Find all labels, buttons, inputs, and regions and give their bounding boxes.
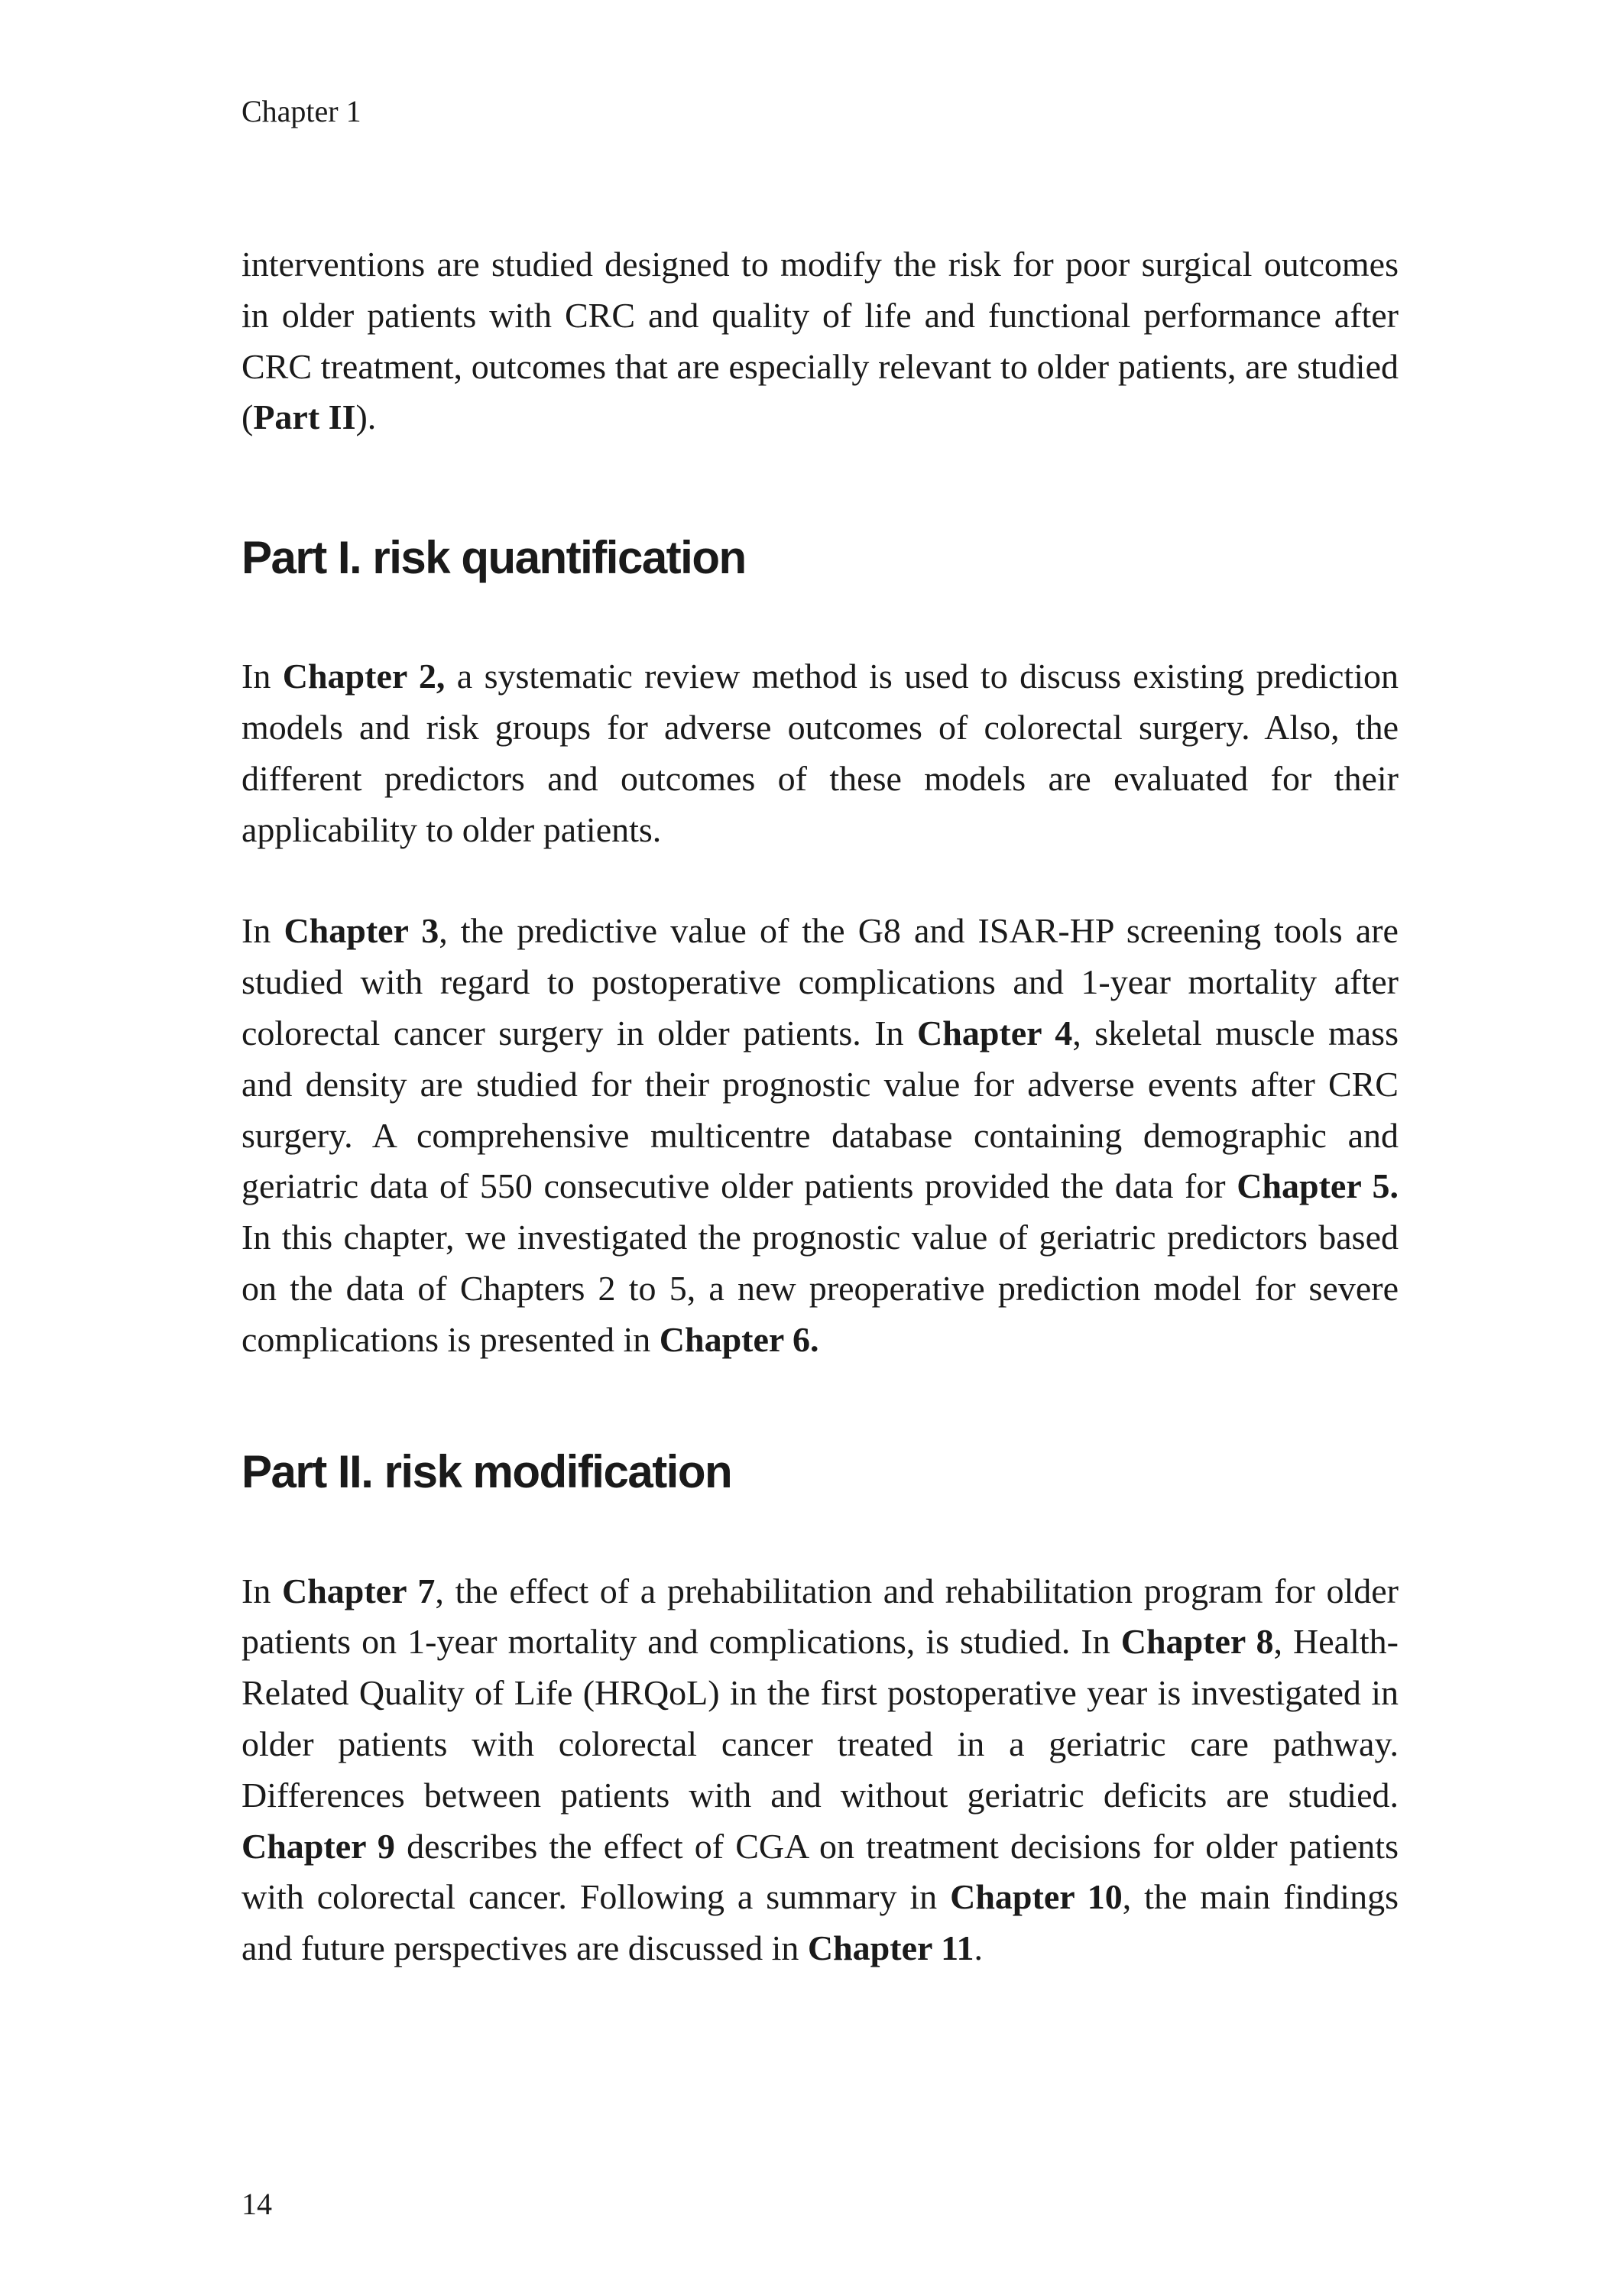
chapter-reference: Chapter 9: [241, 1826, 395, 1866]
text-run: In: [241, 657, 283, 696]
part-2-paragraph-1: [241, 1566, 1399, 1974]
chapter-reference: Chapter 7: [281, 1571, 436, 1610]
text-run: In: [241, 1571, 282, 1610]
chapter-reference: Chapter 4: [917, 1013, 1073, 1052]
text-run: In: [241, 911, 284, 951]
part-1-heading: Part I. risk quantification: [241, 532, 746, 584]
chapter-reference: Chapter 3: [284, 911, 439, 951]
part-1-paragraph-2: [241, 906, 1399, 1365]
text-run: describes the effect of CGA on treatment decisions for older patients with colorectal cancer. Following a summary in: [241, 1826, 1399, 1917]
text-run: interventions are studied designed to modify the risk for poor surgical outcomes in older patients with CRC and quality of life and functional performance after CRC treatment, outcomes that are especially relevant to older patients, are studied (: [241, 245, 1399, 437]
page-number: 14: [241, 2187, 272, 2221]
text-run: .: [974, 1928, 984, 1968]
chapter-reference: Chapter 5.: [1237, 1166, 1399, 1206]
chapter-reference: Chapter 2,: [282, 657, 446, 696]
text-run: , skeletal muscle mass and density are studied for their prognostic value for adverse events after CRC surgery. A comprehensive multicentre database containing demographic and geriatric data of 550 consecutive older patients provided the data for: [241, 1013, 1399, 1206]
intro-paragraph: [241, 239, 1399, 443]
part-1-paragraph-1: [241, 651, 1399, 855]
text-run: , the predictive value of the G8 and ISAR-HP screening tools are studied with regard to postoperative complications and 1-year mortality after colorectal cancer surgery in older patients. In: [241, 911, 1399, 1052]
chapter-reference: Part II: [253, 397, 356, 437]
text-run: , the effect of a prehabilitation and rehabilitation program for older patients on 1-year mortality and complications, is studied. In: [241, 1571, 1399, 1662]
text-run: , the main findings and future perspectives are discussed in: [241, 1877, 1399, 1968]
part-2-heading: Part II. risk modification: [241, 1445, 732, 1497]
chapter-reference: Chapter 11: [807, 1928, 974, 1968]
chapter-reference: Chapter 8: [1120, 1622, 1274, 1662]
text-run: , Health-Related Quality of Life (HRQoL) in the first postoperative year is investigated in older patients with colorectal cancer treated in a geriatric care pathway. Differences between patients with and without geriatric deficits are studied.: [241, 1622, 1399, 1815]
chapter-reference: Chapter 6.: [659, 1319, 819, 1359]
text-run: ).: [355, 397, 377, 437]
chapter-reference: Chapter 10: [950, 1877, 1123, 1917]
running-head: Chapter 1: [241, 94, 361, 128]
text-run: In this chapter, we investigated the prognostic value of geriatric predictors based on the data of Chapters 2 to 5, a new preoperative prediction model for severe complications is presented in: [241, 1218, 1399, 1359]
text-run: a systematic review method is used to discuss existing prediction models and risk groups for adverse outcomes of colorectal surgery. Also, the different predictors and outcomes of these models are evaluated for their applicability to older patients.: [241, 657, 1399, 849]
page-body: [241, 239, 1399, 1974]
